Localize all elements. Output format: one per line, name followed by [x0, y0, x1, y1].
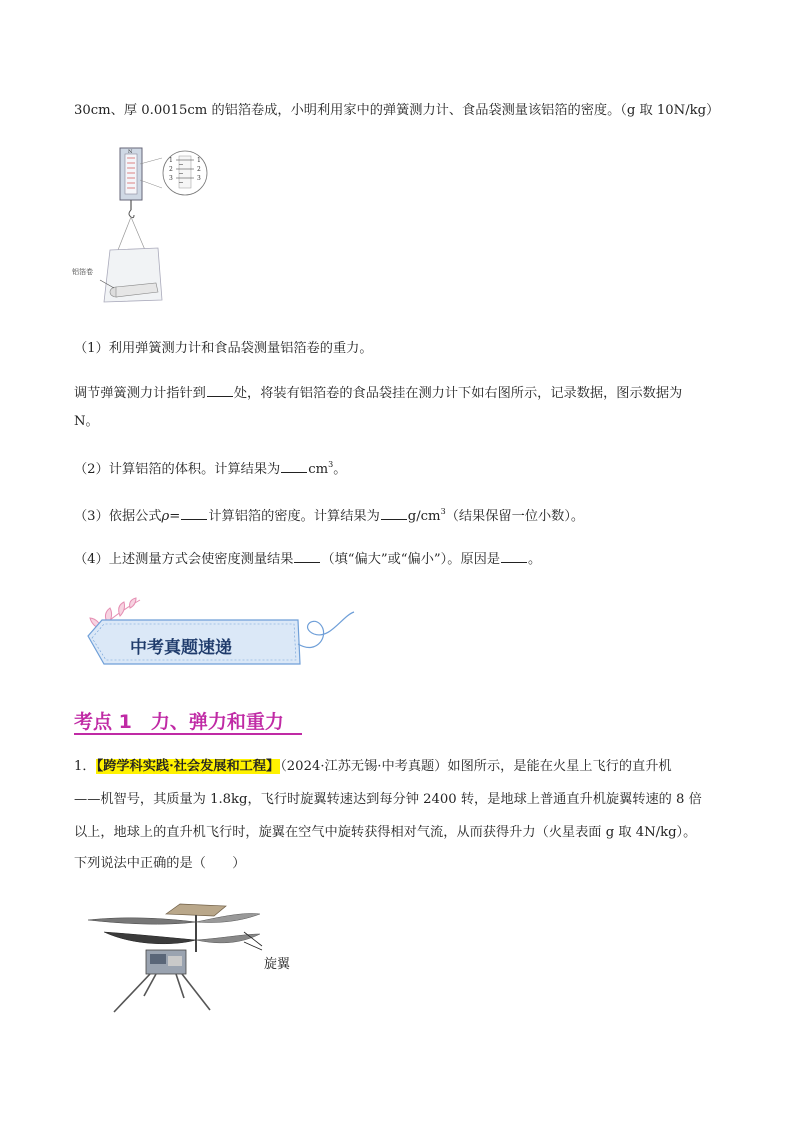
inset-number-left: 1 — [169, 157, 173, 164]
inset-number-right: 1 — [197, 157, 201, 164]
q3-text-b: 计算铝箔的密度。计算结果为 — [208, 509, 380, 524]
problem1-line2: ——机智号，其质量为 1.8kg，飞行时旋翼转速达到每分钟 2400 转，是地球上普通直升机旋翼转速的 8 倍 — [74, 792, 702, 807]
problem-tag: 【跨学科实践·社会发展和工程】 — [96, 759, 280, 774]
q4-text-a: （4）上述测量方式会使密度测量结果 — [74, 552, 294, 567]
q2-end: 。 — [333, 462, 347, 477]
section-heading: 考点 1 力、弹力和重力 — [74, 711, 284, 733]
answer-blank — [281, 459, 307, 473]
q3-text-c: （结果保留一位小数）。 — [445, 509, 585, 524]
foil-roll-label: 铝箔卷 — [72, 268, 93, 276]
q3-equals: = — [169, 509, 181, 524]
q3-unit-sup: 3 — [440, 507, 446, 516]
q4-line — [74, 549, 541, 570]
q1-line2: N。 — [74, 414, 99, 429]
inset-number-right: 3 — [197, 175, 201, 182]
problem1-line3: 以上，地球上的直升机飞行时，旋翼在空气中旋转获得相对气流，从而获得升力（火星表面 g 取 4N/kg）。 — [74, 825, 697, 840]
inset-number-right: 2 — [197, 166, 201, 173]
answer-blank — [501, 549, 527, 563]
problem1-text: （2024·江苏无锡·中考真题）如图所示，是能在火星上飞行的直升机 — [280, 759, 672, 774]
q1-title: （1）利用弹簧测力计和食品袋测量铝箔卷的重力。 — [74, 341, 373, 356]
scale-letter: N — [128, 149, 133, 155]
q2-text: （2）计算铝箔的体积。计算结果为 — [74, 462, 281, 477]
q1-text-b: 处，将装有铝箔卷的食品袋挂在测力计下如右图所示，记录数据，图示数据为 — [233, 386, 683, 401]
section-underline — [74, 733, 302, 735]
answer-blank — [294, 549, 320, 563]
inset-number-left: 2 — [169, 166, 173, 173]
section-banner — [68, 594, 368, 676]
q2-unit: cm — [308, 462, 329, 477]
spring-scale-figure — [70, 140, 270, 320]
answer-blank — [181, 506, 207, 520]
q2-unit-sup: 3 — [328, 460, 334, 469]
q3-line — [74, 502, 584, 527]
q3-text-a: （3）依据公式 — [74, 509, 162, 524]
q4-text-c: 。 — [528, 552, 542, 567]
q1-line1 — [74, 383, 682, 404]
q1-text-a: 调节弹簧测力计指针到 — [74, 386, 206, 401]
problem1-line4: 下列说法中正确的是（ ） — [74, 856, 246, 871]
rho-symbol: ρ — [161, 509, 170, 524]
problem-number: 1． — [74, 759, 96, 774]
problem1-line1 — [74, 757, 672, 777]
q2-line — [74, 455, 346, 480]
answer-blank — [207, 383, 233, 397]
inset-number-left: 3 — [169, 175, 173, 182]
swirl-decoration-icon — [298, 612, 354, 647]
rotor-label: 旋翼 — [264, 957, 291, 972]
q4-text-b: （填“偏大”或“偏小”）。原因是 — [321, 552, 501, 567]
intro-text: 30cm、厚 0.0015cm 的铝箔卷成，小明利用家中的弹簧测力计、食品袋测量该铝箔的密度。（g 取 10N/kg） — [74, 103, 720, 118]
banner-title: 中考真题速递 — [130, 638, 232, 658]
answer-blank — [381, 506, 407, 520]
q3-unit: g/cm — [407, 509, 441, 524]
helicopter-figure — [84, 900, 304, 1025]
